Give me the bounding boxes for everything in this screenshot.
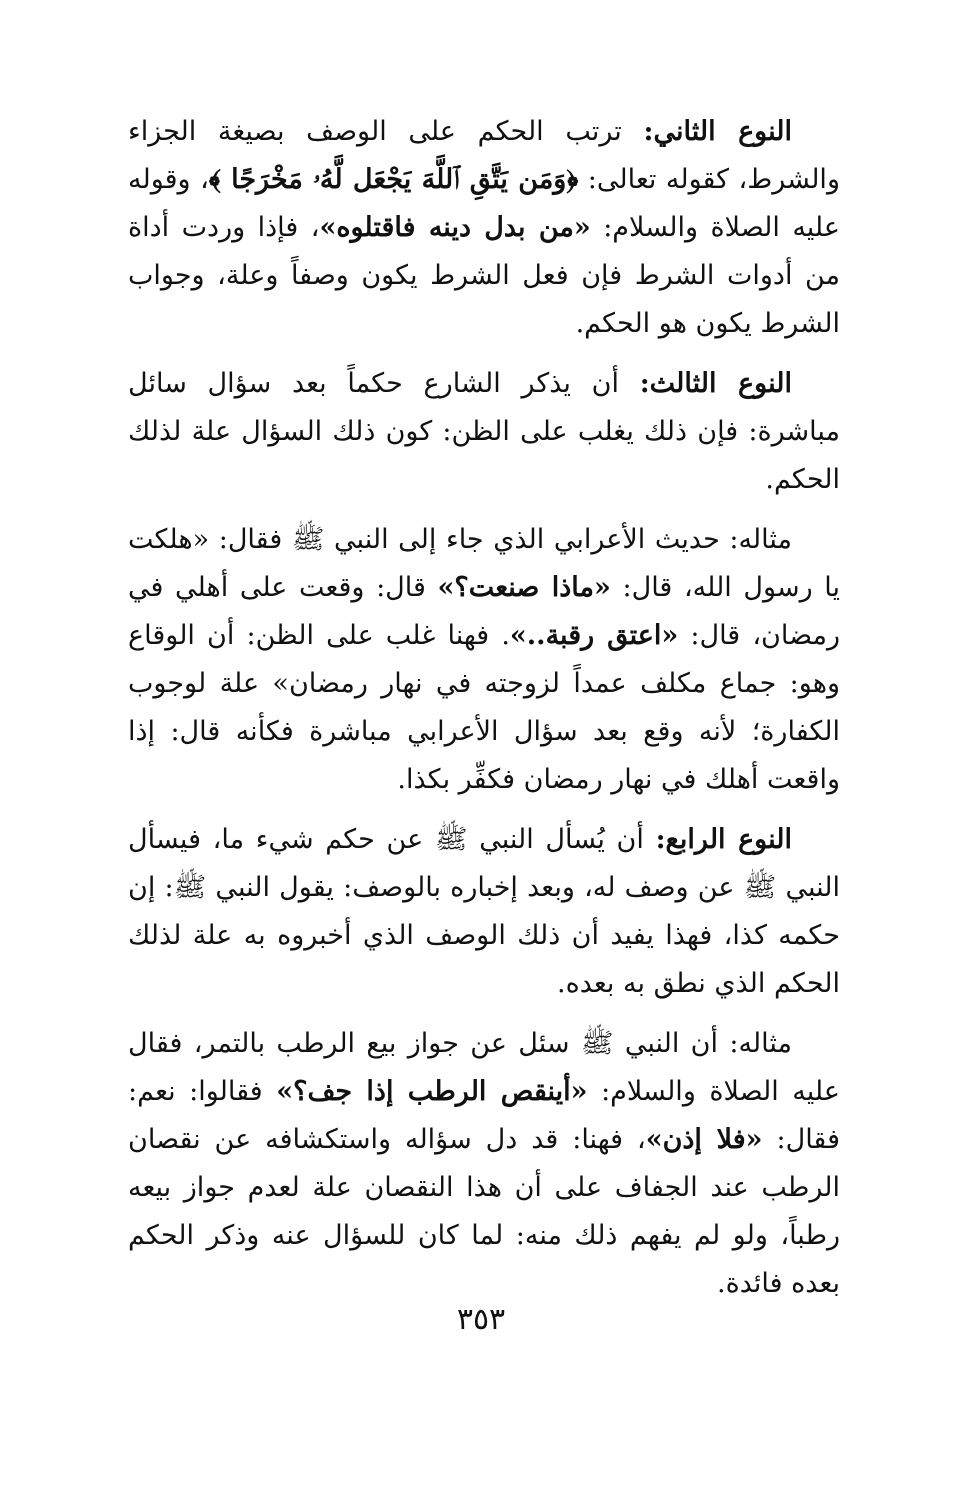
text-segment: فقالوا: نعم: فقال: <box>128 1076 840 1155</box>
text-segment: أن يُسأل النبي ﷺ عن حكم شيء ما، فيسأل النبي ﷺ عن وصف له، وبعد إخباره بالوصف: يقول النبي ﷺ: إن حكمه كذا، فهذا يفيد أن ذلك الوصف الذي أخبروه به علة لذلك الحكم الذي نطق به بعده. <box>128 824 840 999</box>
paragraph-example-two <box>128 1020 840 1308</box>
quran-verse: ﴿وَمَن يَتَّقِ ٱللَّهَ يَجْعَل لَّهُۥ مَخْرَجًا ﴾ <box>208 164 579 195</box>
heading-type-two: النوع الثاني: <box>643 116 793 147</box>
paragraph-type-two <box>128 108 840 348</box>
text-segment: ، فهنا: قد دل سؤاله واستكشافه عن نقصان الرطب عند الجفاف على أن هذا النقصان علة لعدم جواز بيعه رطباً، ولو لم يفهم ذلك منه: لما كان للسؤال عنه وذكر الحكم بعده فائدة. <box>128 1124 840 1299</box>
heading-type-four: النوع الرابع: <box>655 824 792 855</box>
hadith-quote: «من بدل دينه فاقتلوه» <box>319 212 591 243</box>
page-body <box>128 108 840 1320</box>
paragraph-example-one <box>128 516 840 804</box>
hadith-quote: «أينقص الرطب إذا جف؟» <box>276 1076 588 1107</box>
text-segment: مثاله: حديث الأعرابي الذي جاء إلى النبي ﷺ فقال: «هلكت يا رسول الله، قال: <box>128 524 840 603</box>
paragraph-type-four <box>128 816 840 1008</box>
heading-type-three: النوع الثالث: <box>639 368 792 399</box>
text-segment: . فهنا غلب على الظن: أن الوقاع وهو: جماع مكلف عمداً لزوجته في نهار رمضان» علة لوجوب الكفارة؛ لأنه وقع بعد سؤال الأعرابي مباشرة فكأنه قال: إذا واقعت أهلك في نهار رمضان فكفِّر بكذا. <box>128 620 840 795</box>
hadith-quote: «فلا إذن» <box>645 1124 763 1155</box>
hadith-quote: «اعتق رقبة..» <box>509 620 679 651</box>
text-segment: ، وقوله عليه الصلاة والسلام: <box>128 164 840 243</box>
page-number: ٣٥٣ <box>456 1302 506 1337</box>
text-segment: مثاله: أن النبي ﷺ سئل عن جواز بيع الرطب بالتمر، فقال عليه الصلاة والسلام: <box>128 1028 840 1107</box>
text-segment: ، فإذا وردت أداة من أدوات الشرط فإن فعل الشرط يكون وصفاً وعلة، وجواب الشرط يكون هو الحكم. <box>128 212 840 339</box>
text-segment: ترتب الحكم على الوصف بصيغة الجزاء والشرط، كقوله تعالى: <box>128 116 840 195</box>
hadith-quote: «ماذا صنعت؟» <box>437 572 611 603</box>
text-segment: أن يذكر الشارع حكماً بعد سؤال سائل مباشرة: فإن ذلك يغلب على الظن: كون ذلك السؤال علة لذلك الحكم. <box>128 368 840 495</box>
text-segment: قال: وقعت على أهلي في رمضان، قال: <box>128 572 840 651</box>
paragraph-type-three <box>128 360 840 504</box>
